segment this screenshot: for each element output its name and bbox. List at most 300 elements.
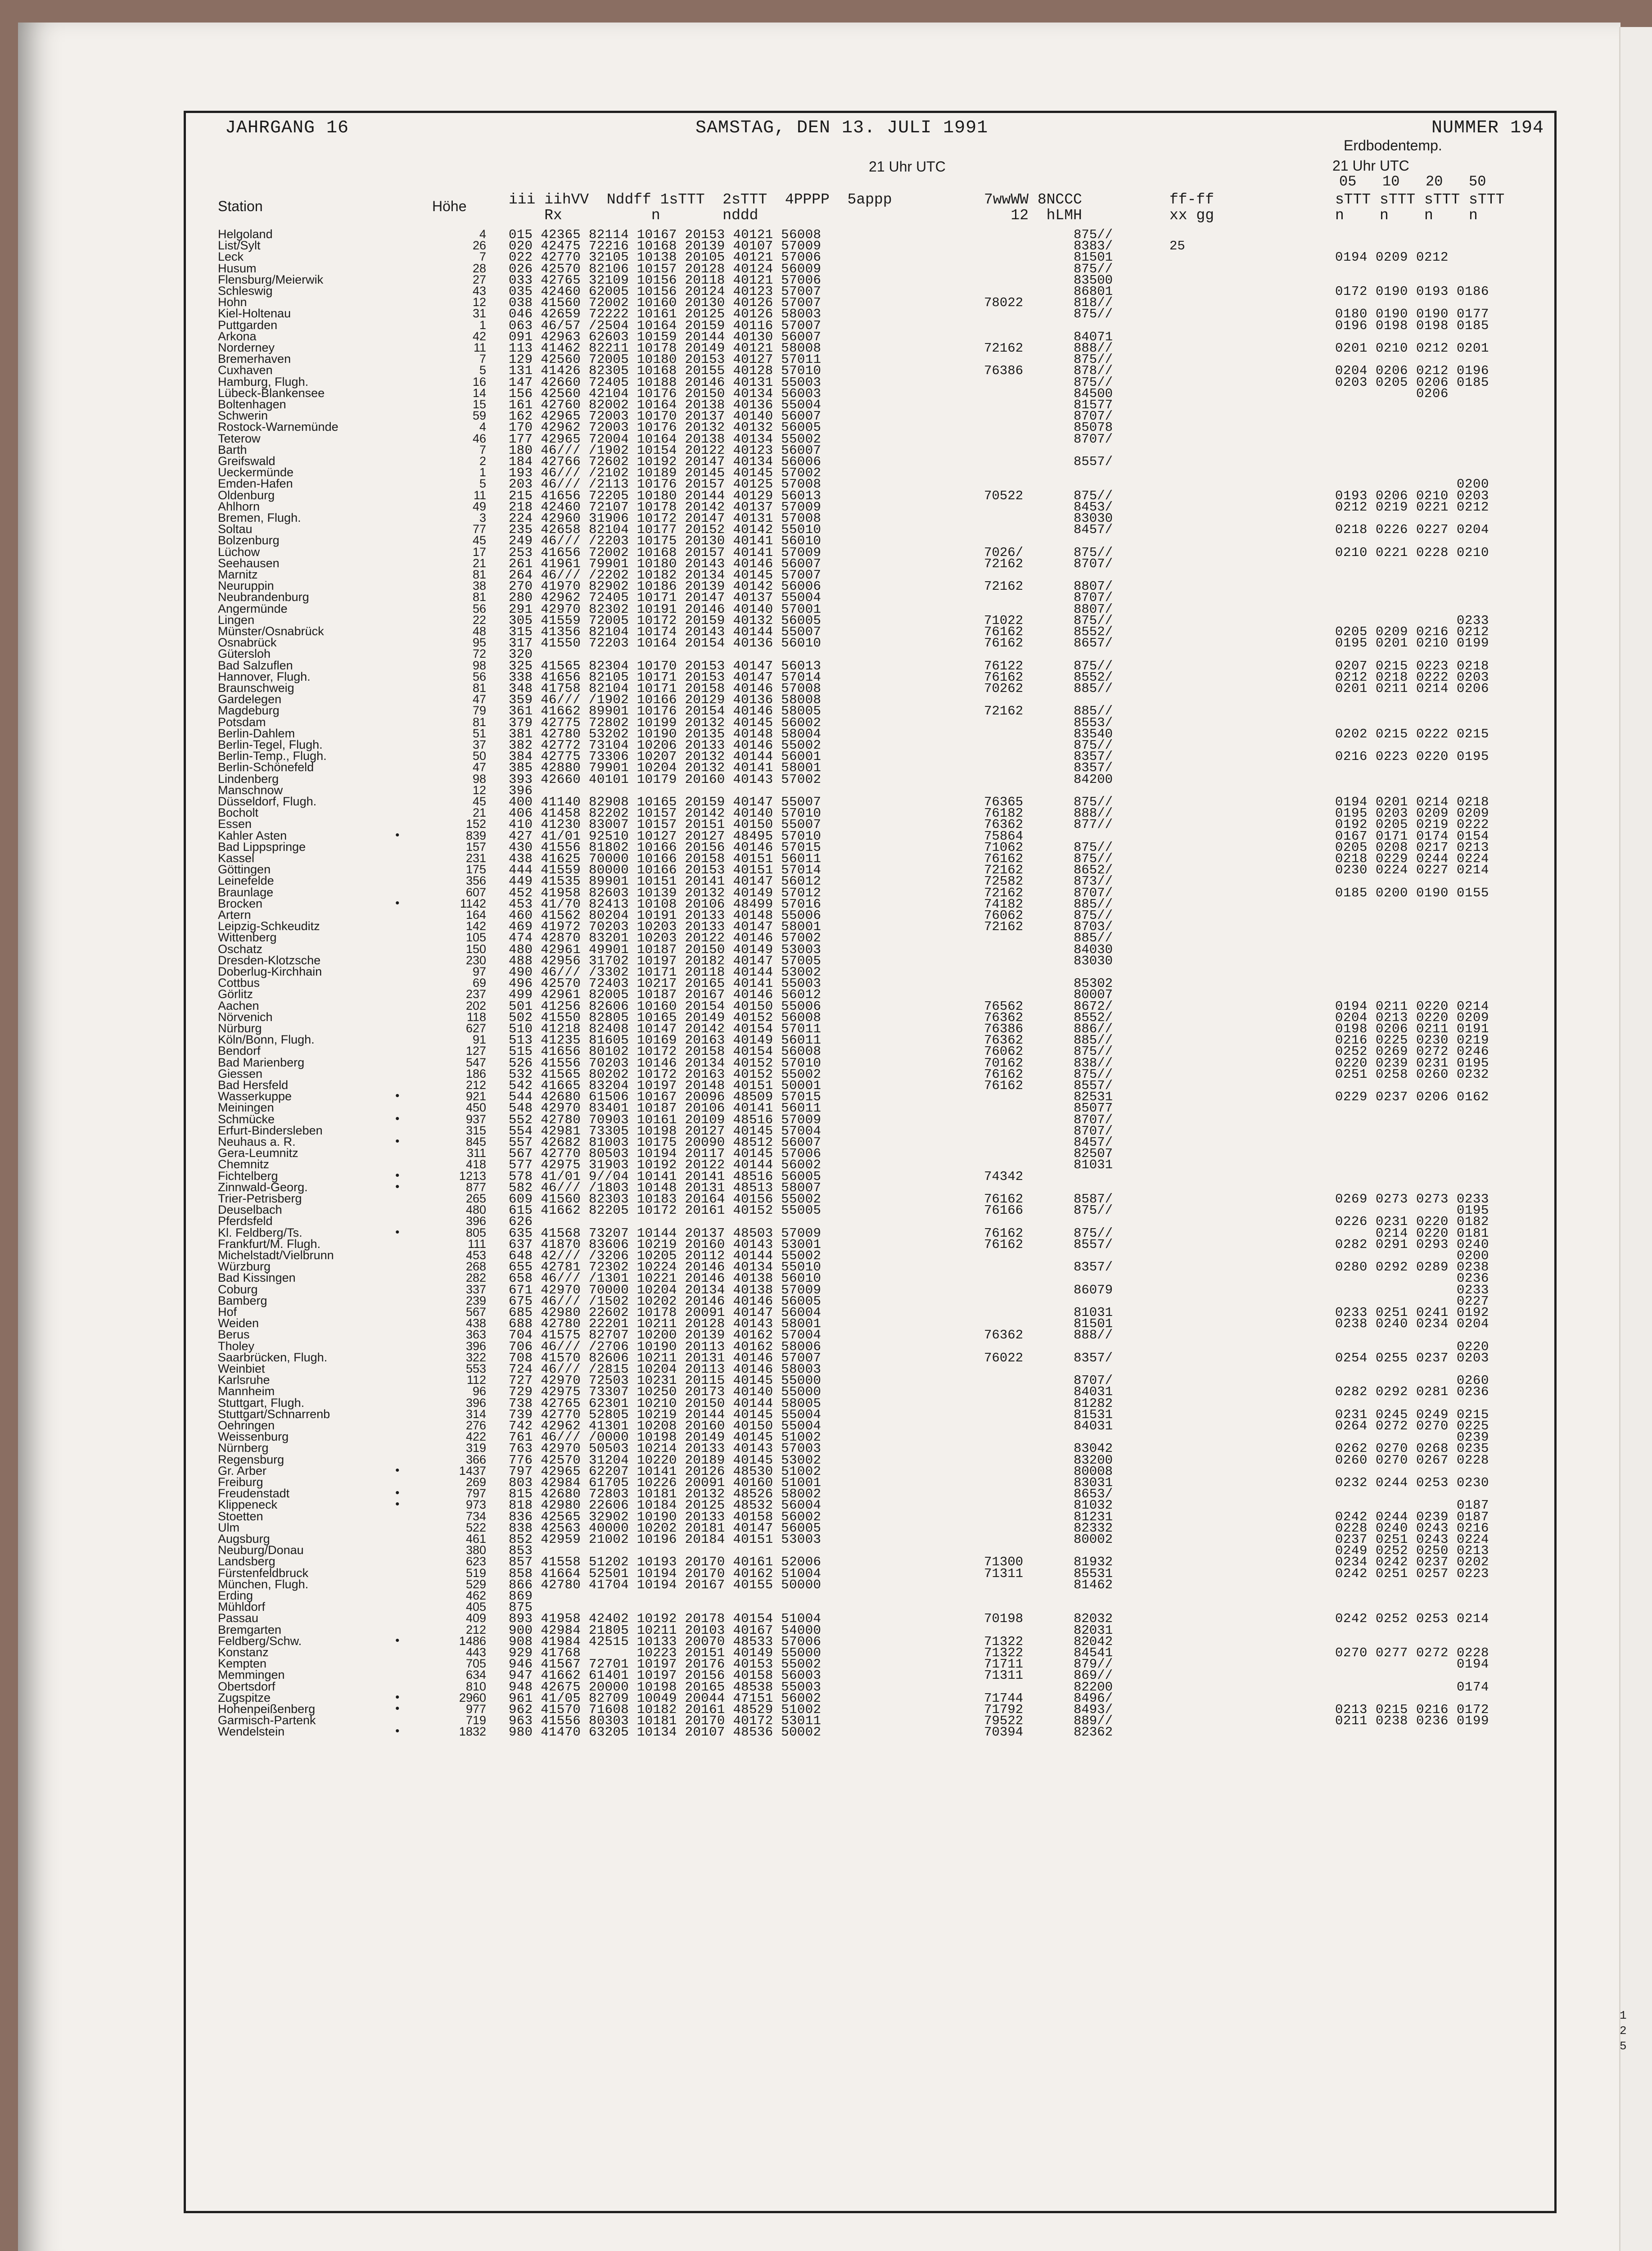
station-height: 519	[465, 1566, 486, 1580]
soil-temperatures: 0242 0244 0239 0187	[1335, 1509, 1490, 1524]
station-name: Puttgarden	[218, 318, 278, 332]
cloud-group: 8557/	[1074, 1078, 1113, 1093]
station-height: 4	[479, 420, 486, 434]
station-name: Lindenberg	[218, 772, 279, 786]
cloud-group: 83200	[1074, 1452, 1113, 1468]
cloud-group: 875//	[1074, 795, 1113, 809]
station-height: 50	[472, 749, 486, 763]
observation-groups: 215 41656 72205 10180 20144 40129 56013	[509, 488, 821, 503]
station-height: 311	[466, 1146, 486, 1160]
station-row	[0, 738, 1652, 753]
cloud-group: 875//	[1074, 738, 1113, 753]
station-height: 973	[465, 1498, 486, 1512]
station-name: Mannheim	[218, 1384, 275, 1398]
cloud-group: 81032	[1074, 1498, 1113, 1513]
cloud-group: 879//	[1074, 1657, 1113, 1672]
station-name: Bad Marienberg	[218, 1055, 305, 1069]
observation-groups: 280 42962 72405 10171 20147 40137 55004	[509, 590, 821, 606]
gutter-marks	[1620, 2008, 1627, 2054]
observation-groups: 264 46/// /2202 10182 20134 40145 57007	[509, 568, 821, 583]
station-height: 634	[465, 1668, 486, 1682]
observation-groups: 180 46/// /1902 10154 20122 40123 56007	[509, 443, 821, 458]
station-row	[0, 420, 1652, 435]
station-row	[0, 295, 1652, 311]
cloud-group: 875//	[1074, 307, 1113, 322]
station-name: Flensburg/Meierwik	[218, 272, 324, 286]
observation-groups: 026 42570 82106 10157 20128 40124 56009	[509, 261, 821, 276]
weather-group: 76062	[984, 1044, 1024, 1059]
station-name: Braunlage	[218, 885, 274, 899]
station-height: 396	[465, 1339, 486, 1353]
station-name: Deuselbach	[218, 1203, 282, 1217]
station-name: Neuhaus a. R.	[218, 1135, 296, 1148]
station-height: 322	[465, 1350, 486, 1364]
station-name: Memmingen	[218, 1668, 285, 1682]
station-name: Leipzig-Schkeuditz	[218, 919, 320, 933]
mountain-marker: •	[394, 1225, 401, 1239]
soil-temperatures: 0242 0252 0253 0214	[1335, 1611, 1490, 1627]
station-height: 38	[472, 579, 486, 593]
observation-groups: 488 42956 31702 10197 20182 40147 57005	[509, 953, 821, 968]
cloud-group: 81501	[1074, 1316, 1113, 1332]
observation-groups: 963 41556 80303 10181 20170 40172 53011	[509, 1713, 821, 1729]
soil-temperatures: 0167 0171 0174 0154	[1335, 828, 1490, 844]
station-name: Coburg	[218, 1282, 258, 1296]
soil-temperatures: 0200	[1335, 1248, 1490, 1263]
station-row	[0, 1225, 1652, 1241]
station-height: 56	[472, 601, 486, 615]
observation-groups: 396	[509, 783, 533, 798]
station-name: Obertsdorf	[218, 1679, 275, 1693]
station-name: Hohenpeißenberg	[218, 1702, 316, 1716]
station-name: Manschnow	[218, 783, 283, 797]
station-row	[0, 1192, 1652, 1207]
observation-groups: 022 42770 32105 10138 20105 40121 57006	[509, 250, 821, 265]
observation-groups: 162 42965 72003 10170 20137 40140 56007	[509, 409, 821, 424]
station-height: 31	[472, 307, 486, 321]
weather-group: 76022	[984, 1350, 1024, 1365]
station-name: Potsdam	[218, 715, 266, 729]
soil-temperatures: 0205 0208 0217 0213	[1335, 840, 1490, 855]
wind-group: 25	[1169, 239, 1185, 254]
station-height: 45	[472, 795, 486, 808]
observation-groups: 315 41356 82104 10174 20143 40144 55007	[509, 624, 821, 639]
cloud-group: 888//	[1074, 341, 1113, 356]
station-row	[0, 477, 1652, 492]
station-row	[0, 511, 1652, 526]
weather-group: 70394	[984, 1725, 1024, 1740]
station-row	[0, 817, 1652, 832]
station-height: 845	[465, 1135, 486, 1148]
station-name: Lübeck-Blankensee	[218, 386, 325, 400]
soil-temperatures: 0252 0269 0272 0246	[1335, 1044, 1490, 1059]
station-height: 47	[472, 760, 486, 774]
station-height: 1486	[459, 1634, 486, 1648]
cloud-group: 83030	[1074, 953, 1113, 968]
station-name: Soltau	[218, 522, 253, 536]
station-name: Konstanz	[218, 1645, 269, 1659]
station-height: 150	[465, 942, 486, 956]
station-height: 380	[465, 1543, 486, 1557]
station-height: 42	[472, 329, 486, 343]
station-height: 118	[466, 1010, 486, 1024]
cloud-group: 84500	[1074, 386, 1113, 401]
station-name: Meiningen	[218, 1101, 274, 1115]
station-height: 81	[472, 715, 486, 729]
observation-groups: 156 42560 42104 10176 20150 40134 56003	[509, 386, 821, 401]
observation-groups: 688 42780 22201 10211 20128 40143 58001	[509, 1316, 821, 1332]
station-height: 443	[465, 1645, 486, 1659]
station-row	[0, 953, 1652, 968]
station-row	[0, 1203, 1652, 1218]
station-height: 28	[472, 261, 486, 275]
station-row	[0, 1248, 1652, 1263]
soil-temperatures: 0204 0206 0212 0196	[1335, 363, 1490, 379]
station-name: Kahler Asten	[218, 828, 287, 842]
station-name: Zinnwald-Georg.	[218, 1180, 308, 1194]
weather-group: 76362	[984, 817, 1024, 832]
observation-groups: 797 42965 62207 10141 20126 48530 51002	[509, 1464, 821, 1479]
station-height: 839	[465, 828, 486, 842]
station-name: Barth	[218, 443, 247, 457]
weather-group: 71311	[984, 1668, 1024, 1683]
cloud-group: 80007	[1074, 987, 1113, 1003]
station-height: 607	[465, 885, 486, 899]
utc-main-label: 21 Uhr UTC	[869, 158, 946, 175]
station-name: Augsburg	[218, 1532, 270, 1546]
station-row	[0, 976, 1652, 991]
utc-soil-label: 21 Uhr UTC	[1332, 158, 1409, 174]
observation-groups: 738 42765 62301 10210 20150 40144 58005	[509, 1396, 821, 1411]
observation-groups: 348 41758 82104 10171 20158 40146 57008	[509, 681, 821, 696]
station-row	[0, 669, 1652, 685]
station-name: Emden-Hafen	[218, 477, 293, 491]
observation-groups: 946 41567 72701 10197 20176 40153 55002	[509, 1657, 821, 1672]
observation-groups: 852 42959 21002 10196 20184 40151 53003	[509, 1532, 821, 1547]
station-name: Berus	[218, 1328, 250, 1342]
observation-groups: 675 46/// /1502 10202 20146 40146 56005	[509, 1293, 821, 1309]
station-height: 72	[472, 647, 486, 661]
station-row	[0, 1645, 1652, 1660]
observation-groups: 496 42570 72403 10217 20165 40141 55003	[509, 976, 821, 991]
soil-temperatures: 0230 0224 0227 0214	[1335, 863, 1490, 878]
station-row	[0, 692, 1652, 708]
station-row	[0, 1135, 1652, 1150]
station-height: 405	[465, 1600, 486, 1614]
station-height: 363	[465, 1328, 486, 1342]
weather-group: 70162	[984, 1055, 1024, 1071]
station-row	[0, 272, 1652, 288]
station-row	[0, 1044, 1652, 1059]
station-name: Garmisch-Partenk	[218, 1713, 316, 1727]
station-row	[0, 1067, 1652, 1082]
cloud-group: 86079	[1074, 1282, 1113, 1297]
soil-temperatures: 0195 0203 0209 0209	[1335, 806, 1490, 821]
observation-groups: 438 41625 70000 10166 20158 40151 56011	[509, 851, 821, 866]
cloud-group: 8652/	[1074, 863, 1113, 878]
weather-group: 71744	[984, 1691, 1024, 1706]
cloud-group: 838//	[1074, 1055, 1113, 1071]
observation-groups: 406 41458 82202 10157 20142 40140 57010	[509, 806, 821, 821]
station-row	[0, 1339, 1652, 1354]
soil-temperatures: 0249 0252 0250 0213	[1335, 1543, 1490, 1559]
cloud-group: 82362	[1074, 1725, 1113, 1740]
weather-column-header-2: 12 hLMH	[984, 207, 1082, 224]
hoehe-column-header: Höhe	[432, 198, 467, 214]
cloud-group: 8357/	[1074, 1350, 1113, 1365]
station-name: Berlin-Tegel, Flugh.	[218, 738, 323, 751]
station-name: Frankfurt/M. Flugh.	[218, 1237, 321, 1251]
cloud-group: 873//	[1074, 874, 1113, 889]
weather-group: 70198	[984, 1611, 1024, 1627]
cloud-group: 875//	[1074, 488, 1113, 503]
cloud-group: 81231	[1074, 1509, 1113, 1524]
mountain-marker: •	[394, 1702, 401, 1716]
cloud-group: 875//	[1074, 1203, 1113, 1218]
station-row	[0, 443, 1652, 458]
soil-temperatures: 0174	[1335, 1679, 1490, 1695]
cloud-group: 8707/	[1074, 409, 1113, 424]
station-height: 438	[465, 1316, 486, 1330]
observation-groups: 317 41550 72203 10164 20154 40136 56010	[509, 636, 821, 651]
station-row	[0, 1328, 1652, 1343]
soil-temperatures: 0195 0201 0210 0199	[1335, 636, 1490, 651]
soil-temperatures: 0239	[1335, 1430, 1490, 1445]
observation-groups: 729 42975 73307 10250 20173 40140 55000	[509, 1384, 821, 1400]
obs-column-header-2: Rx n nddd	[509, 207, 758, 224]
cloud-group: 875//	[1074, 1225, 1113, 1241]
weather-group: 72162	[984, 863, 1024, 878]
station-name: Hohn	[218, 295, 247, 309]
observation-groups: 015 42365 82114 10167 20153 40121 56008	[509, 227, 821, 242]
observation-groups: 382 42772 73104 10206 20133 40146 55002	[509, 738, 821, 753]
weather-group: 72162	[984, 556, 1024, 571]
station-name: Oehringen	[218, 1419, 275, 1432]
station-row	[0, 1691, 1652, 1706]
cloud-group: 877//	[1074, 817, 1113, 832]
soil-temperatures: 0260 0270 0267 0228	[1335, 1452, 1490, 1468]
station-row	[0, 919, 1652, 935]
cloud-group: 82032	[1074, 1611, 1113, 1627]
station-row	[0, 1430, 1652, 1445]
observation-groups: 948 42675 20000 10198 20165 48538 55003	[509, 1679, 821, 1695]
observation-groups: 430 41556 81802 10166 20156 40146 57015	[509, 840, 821, 855]
observation-groups: 552 42780 70903 10161 20109 48516 57009	[509, 1112, 821, 1127]
cloud-group: 8707/	[1074, 590, 1113, 606]
station-height: 937	[465, 1112, 486, 1126]
station-row	[0, 1668, 1652, 1683]
station-row	[0, 1577, 1652, 1592]
station-name: Gardelegen	[218, 692, 282, 706]
station-name: Bolzenburg	[218, 533, 280, 547]
station-height: 315	[465, 1123, 486, 1137]
weather-group: 76162	[984, 1192, 1024, 1207]
station-name: Dresden-Klotzsche	[218, 953, 321, 967]
station-height: 48	[472, 624, 486, 638]
station-height: 111	[467, 1237, 486, 1251]
station-name: Wittenberg	[218, 931, 277, 945]
station-name: Lüchow	[218, 545, 260, 559]
soil-temperatures: 0206	[1335, 386, 1449, 401]
station-row	[0, 1146, 1652, 1162]
observation-groups: 453 41/70 82413 10108 20106 48499 57016	[509, 896, 821, 912]
station-height: 1	[479, 466, 486, 479]
station-name: Neuburg/Donau	[218, 1543, 304, 1557]
station-row	[0, 1611, 1652, 1627]
cloud-group: 81462	[1074, 1577, 1113, 1592]
soil-temperatures: 0270 0277 0272 0228	[1335, 1645, 1490, 1660]
station-height: 7	[479, 443, 486, 457]
station-row	[0, 307, 1652, 322]
observation-groups: 020 42475 72216 10168 20139 40107 57009	[509, 239, 821, 254]
station-row	[0, 1157, 1652, 1173]
weather-group: 72162	[984, 885, 1024, 900]
soil-temperatures: 0205 0209 0216 0212	[1335, 624, 1490, 639]
soil-temperatures: 0280 0292 0289 0238	[1335, 1260, 1490, 1275]
station-name: Lingen	[218, 613, 255, 627]
station-name: Osnabrück	[218, 636, 277, 650]
station-row	[0, 726, 1652, 741]
station-name: Nürburg	[218, 1022, 262, 1035]
station-name: Hamburg, Flugh.	[218, 375, 309, 389]
station-name: Nürnberg	[218, 1441, 269, 1455]
station-row	[0, 1180, 1652, 1195]
observation-groups: 361 41662 89901 10176 20154 40146 58005	[509, 704, 821, 719]
station-name: Boltenhagen	[218, 398, 286, 411]
station-row	[0, 1271, 1652, 1286]
observation-groups: 532 41565 80202 10172 20163 40152 55002	[509, 1067, 821, 1082]
observation-groups: 818 42980 22606 10184 20125 48532 56004	[509, 1498, 821, 1513]
station-height: 623	[465, 1555, 486, 1568]
cloud-group: 82531	[1074, 1089, 1113, 1105]
station-height: 553	[465, 1362, 486, 1375]
station-height: 15	[472, 398, 486, 411]
station-name: Feldberg/Schw.	[218, 1634, 302, 1648]
station-row	[0, 840, 1652, 855]
cloud-group: 85077	[1074, 1101, 1113, 1116]
station-height: 45	[472, 533, 486, 547]
station-height: 22	[472, 613, 486, 627]
station-height: 21	[472, 806, 486, 820]
station-name: Würzburg	[218, 1260, 271, 1274]
station-row	[0, 999, 1652, 1014]
observation-groups: 400 41140 82908 10165 20159 40147 55007	[509, 795, 821, 809]
observation-groups: 526 41556 70203 10146 20134 40152 57010	[509, 1055, 821, 1071]
station-row	[0, 545, 1652, 560]
soil-temperatures: 0218 0226 0227 0204	[1335, 522, 1490, 538]
gutter-mark: 1	[1620, 2009, 1627, 2022]
weather-column-header-1: 7wwWW 8NCCC	[984, 191, 1082, 208]
soil-temperatures: 0231 0245 0249 0215	[1335, 1407, 1490, 1422]
soil-temperatures: 0214 0220 0181	[1335, 1225, 1490, 1241]
issue-number: NUMMER 194	[1431, 118, 1544, 138]
cloud-group: 82042	[1074, 1634, 1113, 1649]
observation-groups: 379 42775 72802 10199 20132 40145 56002	[509, 715, 821, 730]
observation-groups: 655 42781 72302 10224 20146 40134 55010	[509, 1260, 821, 1275]
observation-groups: 513 41235 81605 10169 20163 40149 56011	[509, 1033, 821, 1048]
station-name: List/Sylt	[218, 239, 261, 253]
observation-groups: 836 42565 32902 10190 20133 40158 56002	[509, 1509, 821, 1524]
observation-groups: 685 42980 22602 10178 20091 40147 56004	[509, 1305, 821, 1320]
soil-temperatures: 0201 0211 0214 0206	[1335, 681, 1490, 696]
observation-groups: 261 41961 79901 10180 20143 40146 56007	[509, 556, 821, 571]
soil-temperatures: 0202 0215 0222 0215	[1335, 726, 1490, 741]
observation-groups: 305 41559 72005 10172 20159 40132 56005	[509, 613, 821, 628]
observation-groups: 706 46/// /2706 10190 20113 40162 58006	[509, 1339, 821, 1354]
station-height: 49	[472, 499, 486, 513]
station-row	[0, 601, 1652, 617]
station-name: Gütersloh	[218, 647, 271, 661]
soil-temperatures: 0192 0205 0219 0222	[1335, 817, 1490, 832]
station-name: Klippeneck	[218, 1498, 278, 1512]
cloud-group: 85078	[1074, 420, 1113, 435]
station-height: 4	[479, 227, 486, 241]
station-name: Tholey	[218, 1339, 255, 1353]
observation-groups: 962 41570 71608 10182 20161 48529 51002	[509, 1702, 821, 1717]
station-row	[0, 1475, 1652, 1490]
station-row	[0, 533, 1652, 549]
station-height: 547	[465, 1055, 486, 1069]
cloud-group: 82332	[1074, 1520, 1113, 1536]
station-row	[0, 1464, 1652, 1479]
station-row	[0, 1293, 1652, 1309]
soil-temperatures: 0216 0225 0230 0219	[1335, 1033, 1490, 1048]
station-name: Zugspitze	[218, 1691, 271, 1704]
observation-groups: 501 41256 82606 10160 20154 40150 55006	[509, 999, 821, 1014]
weather-group: 76162	[984, 624, 1024, 639]
station-height: 418	[465, 1157, 486, 1171]
station-row	[0, 1089, 1652, 1105]
cloud-group: 8557/	[1074, 1237, 1113, 1252]
weather-group: 76166	[984, 1203, 1024, 1218]
mountain-marker: •	[394, 1487, 401, 1501]
station-name: Arkona	[218, 329, 257, 343]
observation-groups: 035 42460 62005 10156 20124 40123 57007	[509, 284, 821, 299]
observation-groups: 858 41664 52501 10194 20170 40162 51004	[509, 1566, 821, 1581]
observation-groups: 474 42870 83201 10203 20122 40146 57002	[509, 931, 821, 946]
cloud-group: 8707/	[1074, 1373, 1113, 1388]
station-height: 7	[479, 352, 486, 366]
station-row	[0, 1713, 1652, 1729]
soil-temperatures: 0233 0251 0241 0192	[1335, 1305, 1490, 1320]
observation-groups: 427 41/01 92510 10127 20127 48495 57010	[509, 828, 821, 844]
station-row	[0, 1237, 1652, 1252]
soil-depths: 05 10 20 50	[1339, 173, 1486, 190]
observation-groups: 853	[509, 1543, 533, 1559]
station-name: Weissenburg	[218, 1430, 289, 1444]
station-row	[0, 329, 1652, 344]
station-height: 91	[472, 1033, 486, 1047]
soil-temperatures: 0269 0273 0273 0233	[1335, 1192, 1490, 1207]
soil-temperatures: 0232 0244 0253 0230	[1335, 1475, 1490, 1490]
station-height: 522	[465, 1520, 486, 1534]
station-name: München, Flugh.	[218, 1577, 309, 1591]
weather-group: 71311	[984, 1566, 1024, 1581]
cloud-group: 875//	[1074, 545, 1113, 560]
observation-groups: 385 42880 79901 10204 20132 40141 58001	[509, 760, 821, 776]
station-row	[0, 931, 1652, 946]
cloud-group: 8357/	[1074, 1260, 1113, 1275]
station-name: Brocken	[218, 896, 263, 910]
station-row	[0, 431, 1652, 447]
station-name: Rostock-Warnemünde	[218, 420, 339, 434]
station-row	[0, 851, 1652, 866]
soil-temperatures: 0238 0240 0234 0204	[1335, 1316, 1490, 1332]
cloud-group: 81031	[1074, 1157, 1113, 1173]
soil-temperatures: 0198 0206 0211 0191	[1335, 1022, 1490, 1036]
weather-group: 76362	[984, 1010, 1024, 1025]
station-row	[0, 987, 1652, 1003]
